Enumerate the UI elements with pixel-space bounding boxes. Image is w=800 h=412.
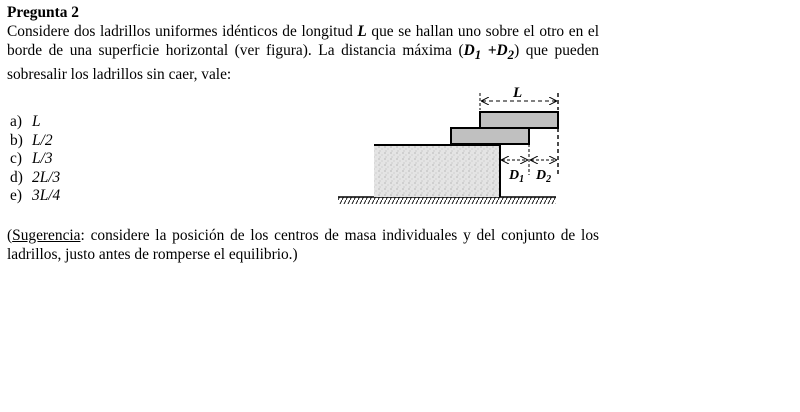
upper-brick — [480, 112, 558, 128]
option-answer: L/2 — [32, 131, 53, 149]
hint-text: : considere la posición de los centros de masa individuales y del conjunto de los ladrillos, justo antes de romperse el equilibrio.) — [7, 227, 599, 263]
option-answer: 3L/4 — [32, 187, 61, 205]
d2-symbol: D — [496, 42, 508, 59]
statement-part-3: ) que pueden sobresalir los ladrillos sin caer, vale: — [7, 42, 599, 84]
option-c[interactable] — [10, 150, 60, 169]
option-label: d) — [10, 168, 23, 186]
l-dim-label: L — [513, 85, 523, 101]
d1-symbol: D — [463, 42, 475, 59]
length-symbol: L — [357, 23, 367, 40]
option-label: a) — [10, 113, 22, 130]
question-block — [7, 3, 599, 84]
option-a[interactable] — [10, 113, 60, 132]
hint-label: Sugerencia — [12, 227, 81, 244]
hint-paragraph — [7, 226, 599, 264]
d2-subscript: 2 — [507, 48, 515, 63]
question-statement — [7, 22, 599, 84]
plus-sign: + — [481, 42, 497, 59]
table — [374, 145, 500, 197]
statement-part-2: que se hallan uno sobre el otro en el borde de una superficie horizontal (ver figura). La distancia máxima ( — [7, 23, 599, 59]
d2-label: $D_2$ — [536, 168, 552, 185]
question-title: Pregunta 2 — [7, 4, 79, 21]
option-label: e) — [10, 187, 22, 205]
answer-options — [10, 113, 60, 206]
lower-brick — [451, 128, 529, 144]
hint-open-paren: ( — [7, 227, 13, 244]
d1-label: $D_1$ — [509, 168, 525, 185]
ground-hatch — [338, 197, 556, 204]
option-answer: 2L/3 — [32, 168, 61, 186]
option-answer: L/3 — [32, 150, 53, 168]
option-label: c) — [10, 150, 22, 168]
option-b[interactable] — [10, 132, 60, 151]
bricks-figure — [330, 80, 570, 210]
option-d[interactable] — [10, 169, 60, 188]
d1-subscript: 1 — [474, 48, 482, 63]
statement-part-1: Considere dos ladrillos uniformes idénticos de longitud — [7, 23, 358, 40]
option-answer: L — [32, 113, 41, 130]
option-label: b) — [10, 131, 23, 149]
option-e[interactable] — [10, 187, 60, 206]
